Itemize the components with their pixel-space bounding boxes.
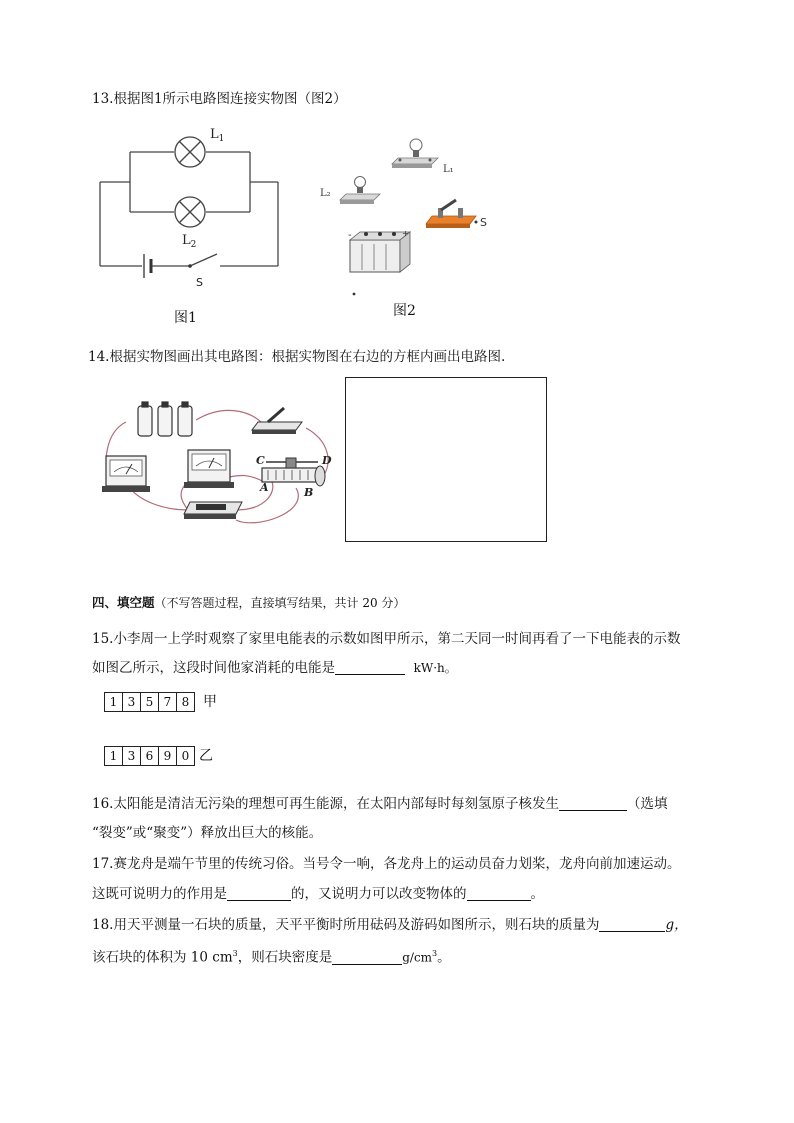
q18-line1: [92, 916, 688, 934]
label-s: S: [196, 276, 203, 289]
q15-unit: kW·h。: [413, 661, 457, 675]
q13-text: 13.根据图1所示电路图连接实物图（图2）: [92, 91, 347, 107]
fig1-label: 图1: [174, 310, 197, 326]
battery-box-component: [348, 229, 410, 272]
q16-line1: [92, 795, 667, 813]
svg-text:-: -: [348, 230, 352, 241]
rheostat: [262, 458, 325, 486]
label-l1: $L_1$: [210, 127, 225, 144]
q18-line1-unit: g，: [665, 917, 688, 933]
q18-line2-unit: g/cm: [402, 950, 433, 965]
q15-line2: [92, 659, 457, 677]
q18-line2-a: 该石块的体积为 10 cm: [92, 949, 233, 966]
q16-line1-text: 16.太阳能是清洁无污染的理想可再生能源，在太阳内部每时每刻氢原子核发生: [92, 796, 559, 812]
q15-blank[interactable]: [335, 660, 405, 675]
q17-blank-2[interactable]: [467, 886, 531, 901]
real-s-label: S: [480, 216, 487, 229]
meter-jia-digit: 3: [122, 692, 140, 712]
q18-line1-a: 18.用天平测量一石块的质量，天平平衡时所用砝码及游码如图所示，则石块的质量为: [92, 917, 600, 933]
fig2-label: 图2: [393, 303, 416, 319]
meter-yi-digit: 3: [122, 746, 140, 766]
q15-line2-text: 如图乙所示，这段时间他家消耗的电能是: [92, 660, 335, 676]
real-components-fig2: [310, 130, 510, 300]
rheostat-b-label: B: [304, 486, 314, 499]
real-l1-label: L₁: [443, 164, 454, 175]
q18-line2: [92, 945, 451, 967]
q18-sup-1: 3: [232, 949, 238, 958]
q17-blank-1[interactable]: [227, 886, 291, 901]
meter-yi-digit: 1: [104, 746, 122, 766]
q17-line2-c: 。: [530, 886, 544, 902]
meter-jia-digit: 5: [140, 692, 158, 712]
q18-line2-b: ，则石块密度是: [237, 949, 333, 966]
svg-text:+: +: [402, 229, 409, 238]
label-l2: $L_2$: [182, 233, 197, 250]
rheostat-a-label: A: [260, 481, 269, 494]
ammeter: [102, 456, 150, 492]
real-l2-label: L₂: [320, 188, 331, 199]
voltmeter: [184, 450, 234, 488]
q16-blank[interactable]: [559, 796, 627, 811]
rheostat-d-label: D: [322, 454, 332, 467]
rheostat-c-label: C: [256, 454, 265, 467]
q15-line1: 15.小李周一上学时观察了家里电能表的示数如图甲所示，第二天同一时间再看了一下电能表的示数: [92, 631, 681, 647]
q17-line2: [92, 885, 544, 903]
section4-note: （不写答题过程，直接填写结果，共计 20 分）: [154, 596, 406, 610]
meter-yi-digit: 9: [158, 746, 176, 766]
circuit-diagram-fig1: [90, 118, 290, 328]
q18-blank-1[interactable]: [599, 917, 665, 932]
battery-cells: [138, 402, 192, 436]
real-circuit-q14: [96, 392, 340, 534]
q17-line2-a: 这既可说明力的作用是: [92, 886, 227, 902]
meter-yi-digit: 0: [176, 746, 195, 766]
q18-line2-end: 。: [437, 949, 451, 966]
meter-yi-label: 乙: [199, 748, 213, 764]
q16-line1-end: （选填: [626, 796, 668, 812]
q18-sup-2: 3: [432, 949, 438, 958]
meter-yi-digit: 6: [140, 746, 158, 766]
answer-box[interactable]: [345, 377, 547, 542]
meter-jia-digit: 1: [104, 692, 122, 712]
meter-yi: [104, 746, 213, 766]
meter-jia-digit: 8: [176, 692, 195, 712]
lamp-base-q14: [184, 502, 242, 519]
section4-heading: [92, 593, 405, 611]
switch-component: [426, 200, 476, 228]
lamp-l1-component: [392, 139, 438, 168]
q14-text: 14.根据实物图画出其电路图：根据实物图在右边的方框内画出电路图.: [88, 349, 506, 365]
meter-jia-digit: 7: [158, 692, 176, 712]
lamp-l2-component: [340, 177, 380, 205]
q17-line1: 17.赛龙舟是端午节里的传统习俗。当号令一响，各龙舟上的运动员奋力划桨，龙舟向前加速运动。: [92, 856, 681, 872]
q17-line2-b: 的，又说明力可以改变物体的: [291, 886, 467, 902]
meter-jia-label: 甲: [203, 694, 217, 710]
q16-line2: “裂变”或“聚变”）释放出巨大的核能。: [92, 825, 323, 841]
meter-jia: [104, 692, 217, 712]
section4-title: 四、填空题: [92, 595, 155, 610]
q18-blank-2[interactable]: [332, 950, 402, 965]
